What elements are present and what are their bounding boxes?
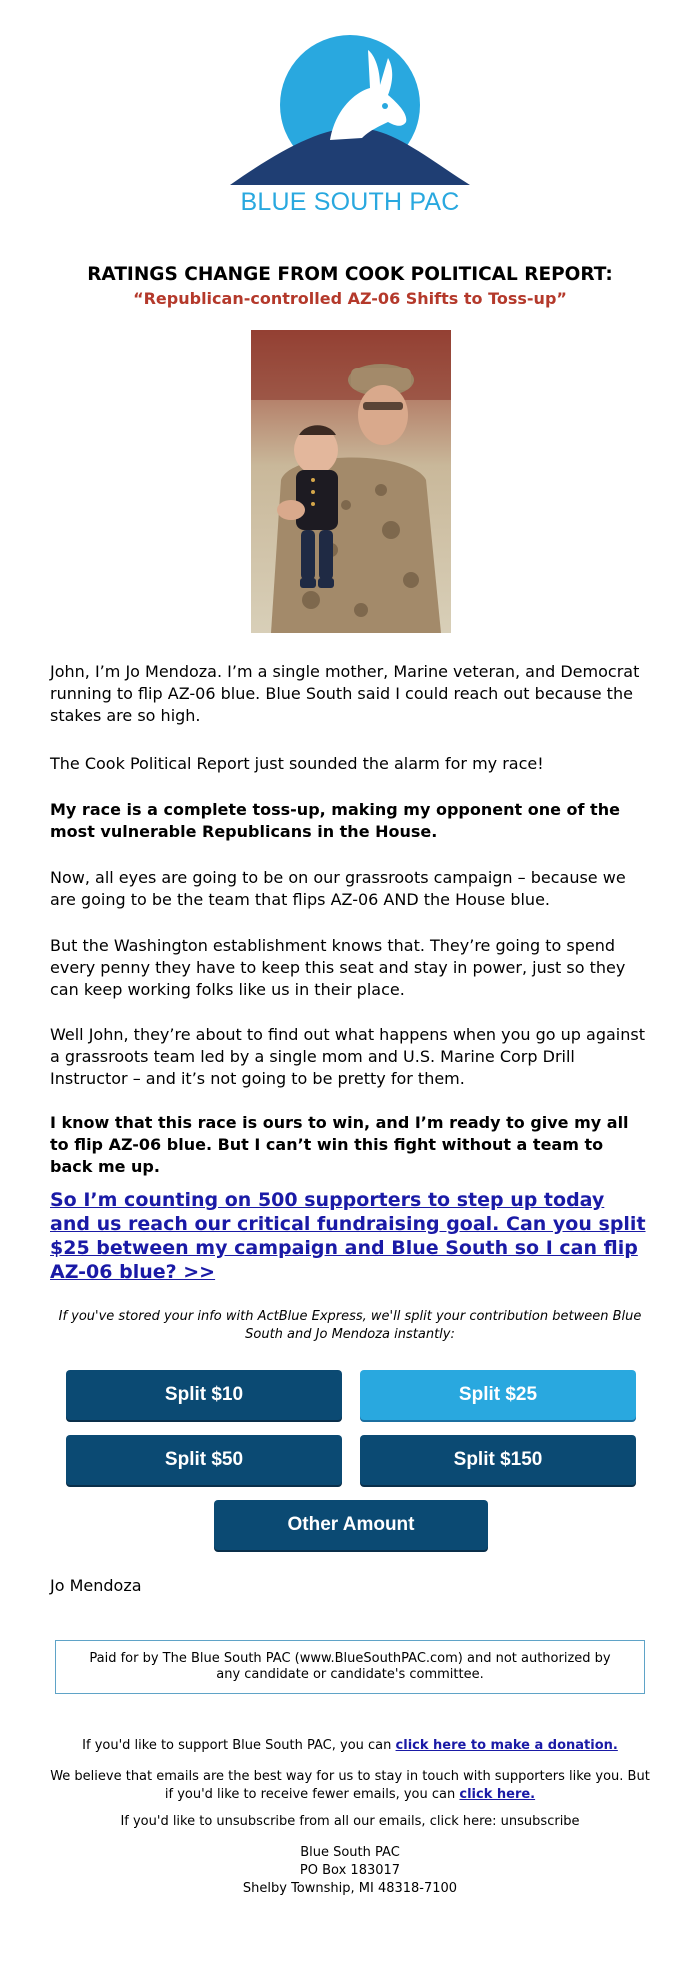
headline-subtitle: “Republican-controlled AZ-06 Shifts to Toss-up”: [133, 289, 567, 308]
donate-cta-link[interactable]: So I’m counting on 500 supporters to step up today and us reach our critical fundraising goal. Can you split $25 between my campaign and Blue South so I can flip AZ-06 blue? >>: [50, 1189, 646, 1283]
paragraph-grassroots: Now, all eyes are going to be on our grassroots campaign – because we are going to be the team that flips AZ-06 AND the House blue.: [50, 868, 626, 909]
split-50-button[interactable]: Split $50: [66, 1435, 342, 1485]
paragraph-ours-to-win: I know that this race is ours to win, and I’m ready to give my all to flip AZ-06 blue. But I can’t win this fight without a team to back me up.: [50, 1113, 629, 1176]
blue-south-logo[interactable]: [230, 30, 470, 230]
paragraph-alarm: The Cook Political Report just sounded the alarm for my race!: [50, 754, 544, 773]
donkey-logo-icon: [230, 30, 470, 190]
paragraph-drill-instructor: Well John, they’re about to find out what happens when you go up against a grassroots team led by a single mom and U.S. Marine Corp Drill Instructor – and it’s not going to be pretty for them.: [50, 1025, 645, 1088]
footer-support-line: [50, 1737, 650, 1755]
footer-address-box: PO Box 183017: [299, 1863, 401, 1878]
footer-support-text: If you'd like to support Blue South PAC, you can: [82, 1738, 392, 1753]
paid-for-disclaimer: [55, 1640, 645, 1694]
footer-address-city: Shelby Township, MI 48318-7100: [242, 1881, 458, 1896]
footer-unsubscribe-line[interactable]: If you'd like to unsubscribe from all our emails, click here: unsubscribe: [120, 1814, 580, 1829]
split-10-button[interactable]: Split $10: [66, 1370, 342, 1420]
split-150-button[interactable]: Split $150: [360, 1435, 636, 1485]
disclaimer-text: Paid for by The Blue South PAC (www.BlueSouthPAC.com) and not authorized by any candidate or candidate's committee.: [89, 1651, 611, 1682]
candidate-photo: [251, 330, 451, 633]
paragraph-toss-up: My race is a complete toss-up, making my opponent one of the most vulnerable Republicans in the House.: [50, 800, 620, 841]
fewer-emails-link[interactable]: click here.: [459, 1787, 536, 1802]
split-25-button[interactable]: Split $25: [360, 1370, 636, 1420]
actblue-note: If you've stored your info with ActBlue Express, we'll split your contribution between Blue South and Jo Mendoza instantly:: [58, 1309, 642, 1342]
footer-fewer-emails-line: [50, 1768, 650, 1804]
paragraph-establishment: But the Washington establishment knows that. They’re going to spend every penny they have to keep this seat and stay in power, just so they can keep working folks like us in their place.: [50, 936, 626, 999]
footer-address-name: Blue South PAC: [300, 1845, 400, 1860]
paragraph-intro: John, I’m Jo Mendoza. I’m a single mother, Marine veteran, and Democrat running to flip AZ-06 blue. Blue South said I could reach out because the stakes are so high.: [50, 662, 640, 725]
other-amount-button[interactable]: Other Amount: [214, 1500, 488, 1550]
footer-fewer-text: We believe that emails are the best way for us to stay in touch with supporters like you. But if you'd like to receive fewer emails, you can: [50, 1769, 650, 1802]
headline-title: RATINGS CHANGE FROM COOK POLITICAL REPORT:: [87, 264, 613, 285]
signoff-name: Jo Mendoza: [50, 1576, 142, 1595]
donation-link[interactable]: click here to make a donation.: [395, 1738, 618, 1753]
logo-text: BLUE SOUTH PAC: [240, 188, 460, 216]
